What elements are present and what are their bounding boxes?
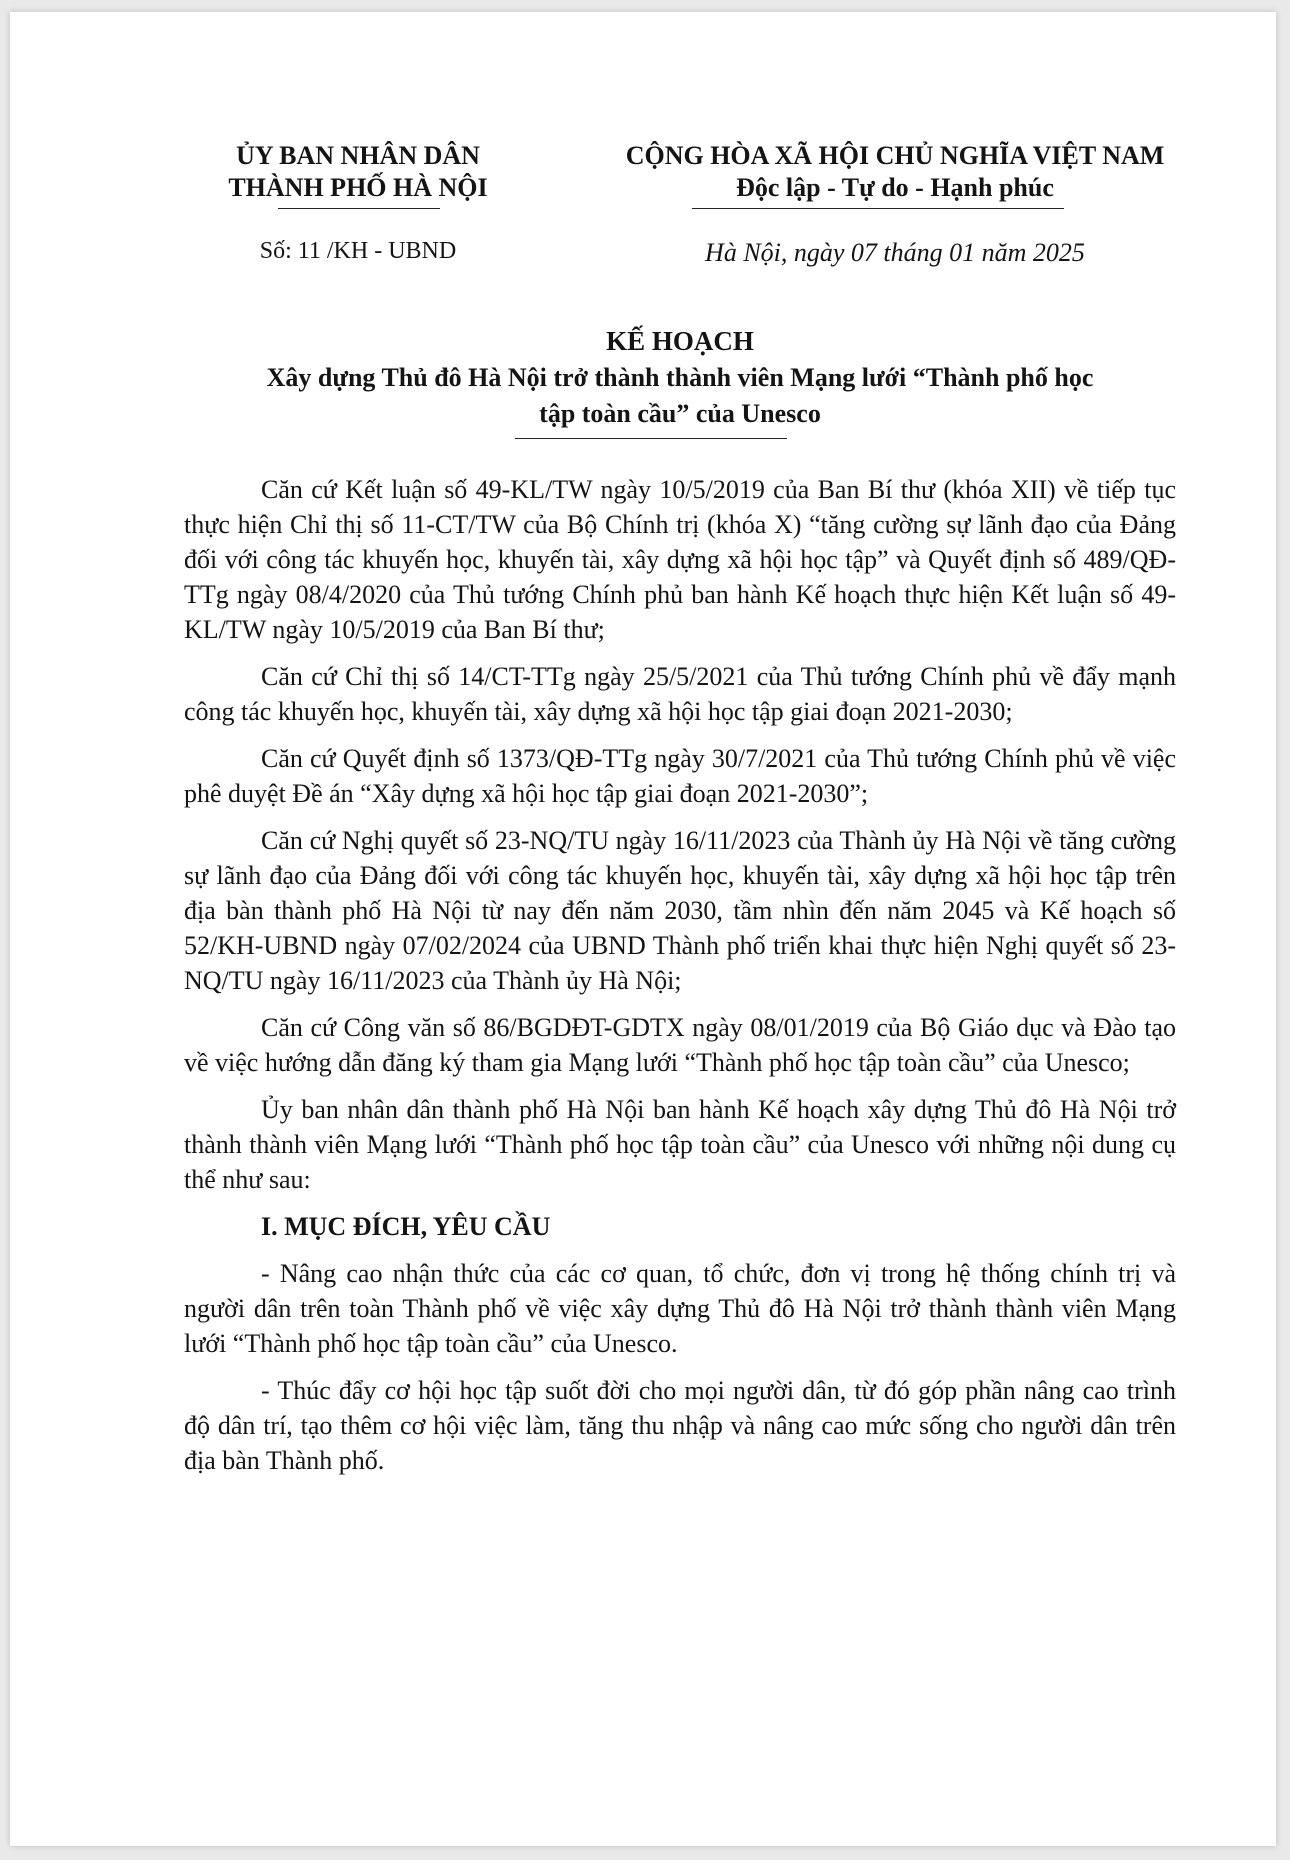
legal-basis-paragraph: Căn cứ Quyết định số 1373/QĐ-TTg ngày 30/7/2021 của Thủ tướng Chính phủ về việc phê duyệt Đề án “Xây dựng xã hội học tập giai đoạn 2021-2030”; [184,744,1176,808]
authority-line-1: ỦY BAN NHÂN DÂN [236,141,480,170]
authority-underline [278,208,440,209]
legal-basis-paragraph: Căn cứ Công văn số 86/BGDĐT-GDTX ngày 08/01/2019 của Bộ Giáo dục và Đào tạo về việc hướng dẫn đăng ký tham gia Mạng lưới “Thành phố học tập toàn cầu” của Unesco; [184,1013,1176,1077]
motto-underline [692,208,1064,209]
section-heading: I. MỤC ĐÍCH, YÊU CẦU [261,1212,551,1241]
document-number: Số: 11 /KH - UBND [259,238,457,264]
intro-paragraph: Ủy ban nhân dân thành phố Hà Nội ban hành Kế hoạch xây dựng Thủ đô Hà Nội trở thành thành viên Mạng lưới “Thành phố học tập toàn cầu” của Unesco với những nội dung cụ thể như sau: [184,1095,1176,1194]
authority-line-2: THÀNH PHỐ HÀ NỘI [228,173,488,202]
section-item: - Nâng cao nhận thức của các cơ quan, tổ chức, đơn vị trong hệ thống chính trị và người dân trên toàn Thành phố về việc xây dựng Thủ đô Hà Nội trở thành thành viên Mạng lưới “Thành phố học tập toàn cầu” của Unesco. [184,1259,1176,1358]
title-main: KẾ HOẠCH [606,326,754,356]
document-body [184,472,1176,1490]
national-title [585,140,1205,204]
legal-basis-paragraph: Căn cứ Chỉ thị số 14/CT-TTg ngày 25/5/2021 của Thủ tướng Chính phủ về đẩy mạnh công tác khuyến học, khuyến tài, xây dựng xã hội học tập giai đoạn 2021-2030; [184,662,1176,726]
section-item: - Thúc đẩy cơ hội học tập suốt đời cho mọi người dân, từ đó góp phần nâng cao trình độ dân trí, tạo thêm cơ hội việc làm, tăng thu nhập và nâng cao mức sống cho người dân trên địa bàn Thành phố. [184,1376,1176,1475]
title-sub-line-1: Xây dựng Thủ đô Hà Nội trở thành thành viên Mạng lưới “Thành phố học [266,363,1094,392]
title-underline [515,438,787,439]
document-page [10,12,1276,1846]
national-motto: Độc lập - Tự do - Hạnh phúc [736,173,1054,202]
legal-basis-paragraph: Căn cứ Kết luận số 49-KL/TW ngày 10/5/2019 của Ban Bí thư (khóa XII) về tiếp tục thực hiện Chỉ thị số 11-CT/TW của Bộ Chính trị (khóa X) “tăng cường sự lãnh đạo của Đảng đối với công tác khuyến học, khuyến tài, xây dựng xã hội học tập” và Quyết định số 489/QĐ-TTg ngày 08/4/2020 của Thủ tướng Chính phủ ban hành Kế hoạch thực hiện Kết luận số 49-KL/TW ngày 10/5/2019 của Ban Bí thư; [184,475,1176,644]
document-title [170,323,1190,432]
legal-basis-paragraph: Căn cứ Nghị quyết số 23-NQ/TU ngày 16/11/2023 của Thành ủy Hà Nội về tăng cường sự lãnh đạo của Đảng đối với công tác khuyến học, khuyến tài, xây dựng xã hội học tập trên địa bàn thành phố Hà Nội từ nay đến năm 2030, tầm nhìn đến năm 2045 và Kế hoạch số 52/KH-UBND ngày 07/02/2024 của UBND Thành phố triển khai thực hiện Nghị quyết số 23-NQ/TU ngày 16/11/2023 của Thành ủy Hà Nội; [184,826,1176,995]
issuing-authority [178,140,538,204]
title-sub-line-2: tập toàn cầu” của Unesco [539,399,821,428]
document-date: Hà Nội, ngày 07 tháng 01 năm 2025 [705,238,1085,267]
national-title-line-1: CỘNG HÒA XÃ HỘI CHỦ NGHĨA VIỆT NAM [625,141,1165,170]
